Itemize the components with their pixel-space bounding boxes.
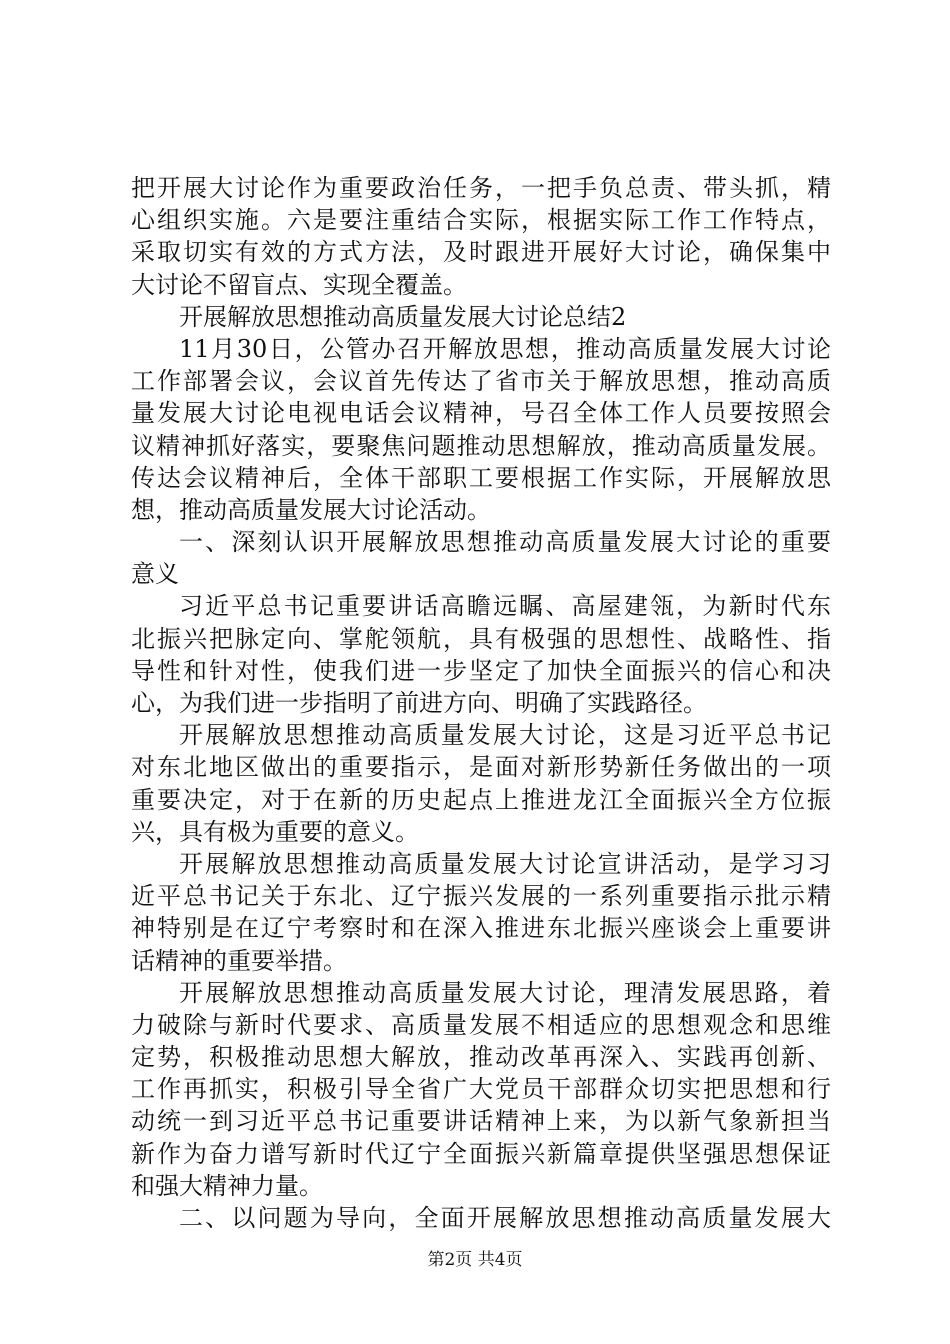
text-line: 近平总书记关于东北、辽宁振兴发展的一系列重要指示批示精: [131, 882, 831, 911]
text-line: 兴，具有极为重要的意义。: [131, 817, 419, 846]
text-line: 神特别是在辽宁考察时和在深入推进东北振兴座谈会上重要讲: [131, 914, 831, 943]
text-line: 北振兴把脉定向、掌舵领航，具有极强的思想性、战略性、指: [131, 624, 831, 653]
text-line: 对东北地区做出的重要指示，是面对新形势新任务做出的一项: [131, 753, 831, 782]
text-line: 重要决定，对于在新的历史起点上推进龙江全面振兴全方位振: [131, 785, 831, 814]
text-line: 心，为我们进一步指明了前进方向、明确了实践路径。: [131, 689, 707, 717]
text-line: 二、以问题为导向，全面开展解放思想推动高质量发展大: [179, 1204, 831, 1232]
text-line: 力破除与新时代要求、高质量发展不相适应的思想观念和思维: [131, 1010, 831, 1039]
text-line: 11月30日，公管办召开解放思想，推动高质量发展大讨论: [179, 334, 831, 363]
text-line: 和强大精神力量。: [131, 1171, 323, 1200]
text-line: 导性和针对性，使我们进一步坚定了加快全面振兴的信心和决: [131, 656, 831, 685]
text-line: 新作为奋力谱写新时代辽宁全面振兴新篇章提供坚强思想保证: [131, 1139, 831, 1168]
text-line: 定势，积极推动思想大解放，推动改革再深入、实践再创新、: [131, 1043, 831, 1072]
text-line: 想，推动高质量发展大讨论活动。: [131, 495, 491, 524]
text-line: 工作再抓实，积极引导全省广大党员干部群众切实把思想和行: [131, 1075, 831, 1104]
page-number: 第2页 共4页: [427, 1250, 523, 1270]
text-line: 议精神抓好落实，要聚焦问题推动思想解放，推动高质量发展。: [131, 431, 831, 460]
text-line: 一、深刻认识开展解放思想推动高质量发展大讨论的重要: [179, 528, 831, 557]
document-body: [131, 172, 831, 1234]
text-line: 大讨论不留盲点、实现全覆盖。: [131, 270, 467, 299]
text-line: 把开展大讨论作为重要政治任务，一把手负总责、带头抓，精: [131, 174, 831, 202]
text-line: 习近平总书记重要讲话高瞻远瞩、高屋建瓴，为新时代东: [179, 592, 831, 621]
text-line: 动统一到习近平总书记重要讲话精神上来，为以新气象新担当: [131, 1107, 831, 1136]
text-line: 量发展大讨论电视电话会议精神，号召全体工作人员要按照会: [131, 399, 831, 428]
text-line: 传达会议精神后，全体干部职工要根据工作实际，开展解放思: [131, 463, 831, 492]
text-line: 心组织实施。六是要注重结合实际，根据实际工作工作特点，: [131, 206, 831, 235]
text-line: 话精神的重要举措。: [131, 946, 347, 975]
text-line: 开展解放思想推动高质量发展大讨论宣讲活动，是学习习: [179, 849, 831, 878]
text-line: 采取切实有效的方式方法，及时跟进开展好大讨论，确保集中: [131, 238, 831, 267]
text-line: 开展解放思想推动高质量发展大讨论总结2: [179, 302, 627, 331]
text-line: 开展解放思想推动高质量发展大讨论，这是习近平总书记: [179, 721, 831, 750]
text-line: 工作部署会议，会议首先传达了省市关于解放思想，推动高质: [131, 367, 831, 396]
text-line: 意义: [131, 560, 179, 589]
text-line: 开展解放思想推动高质量发展大讨论，理清发展思路，着: [179, 978, 831, 1007]
